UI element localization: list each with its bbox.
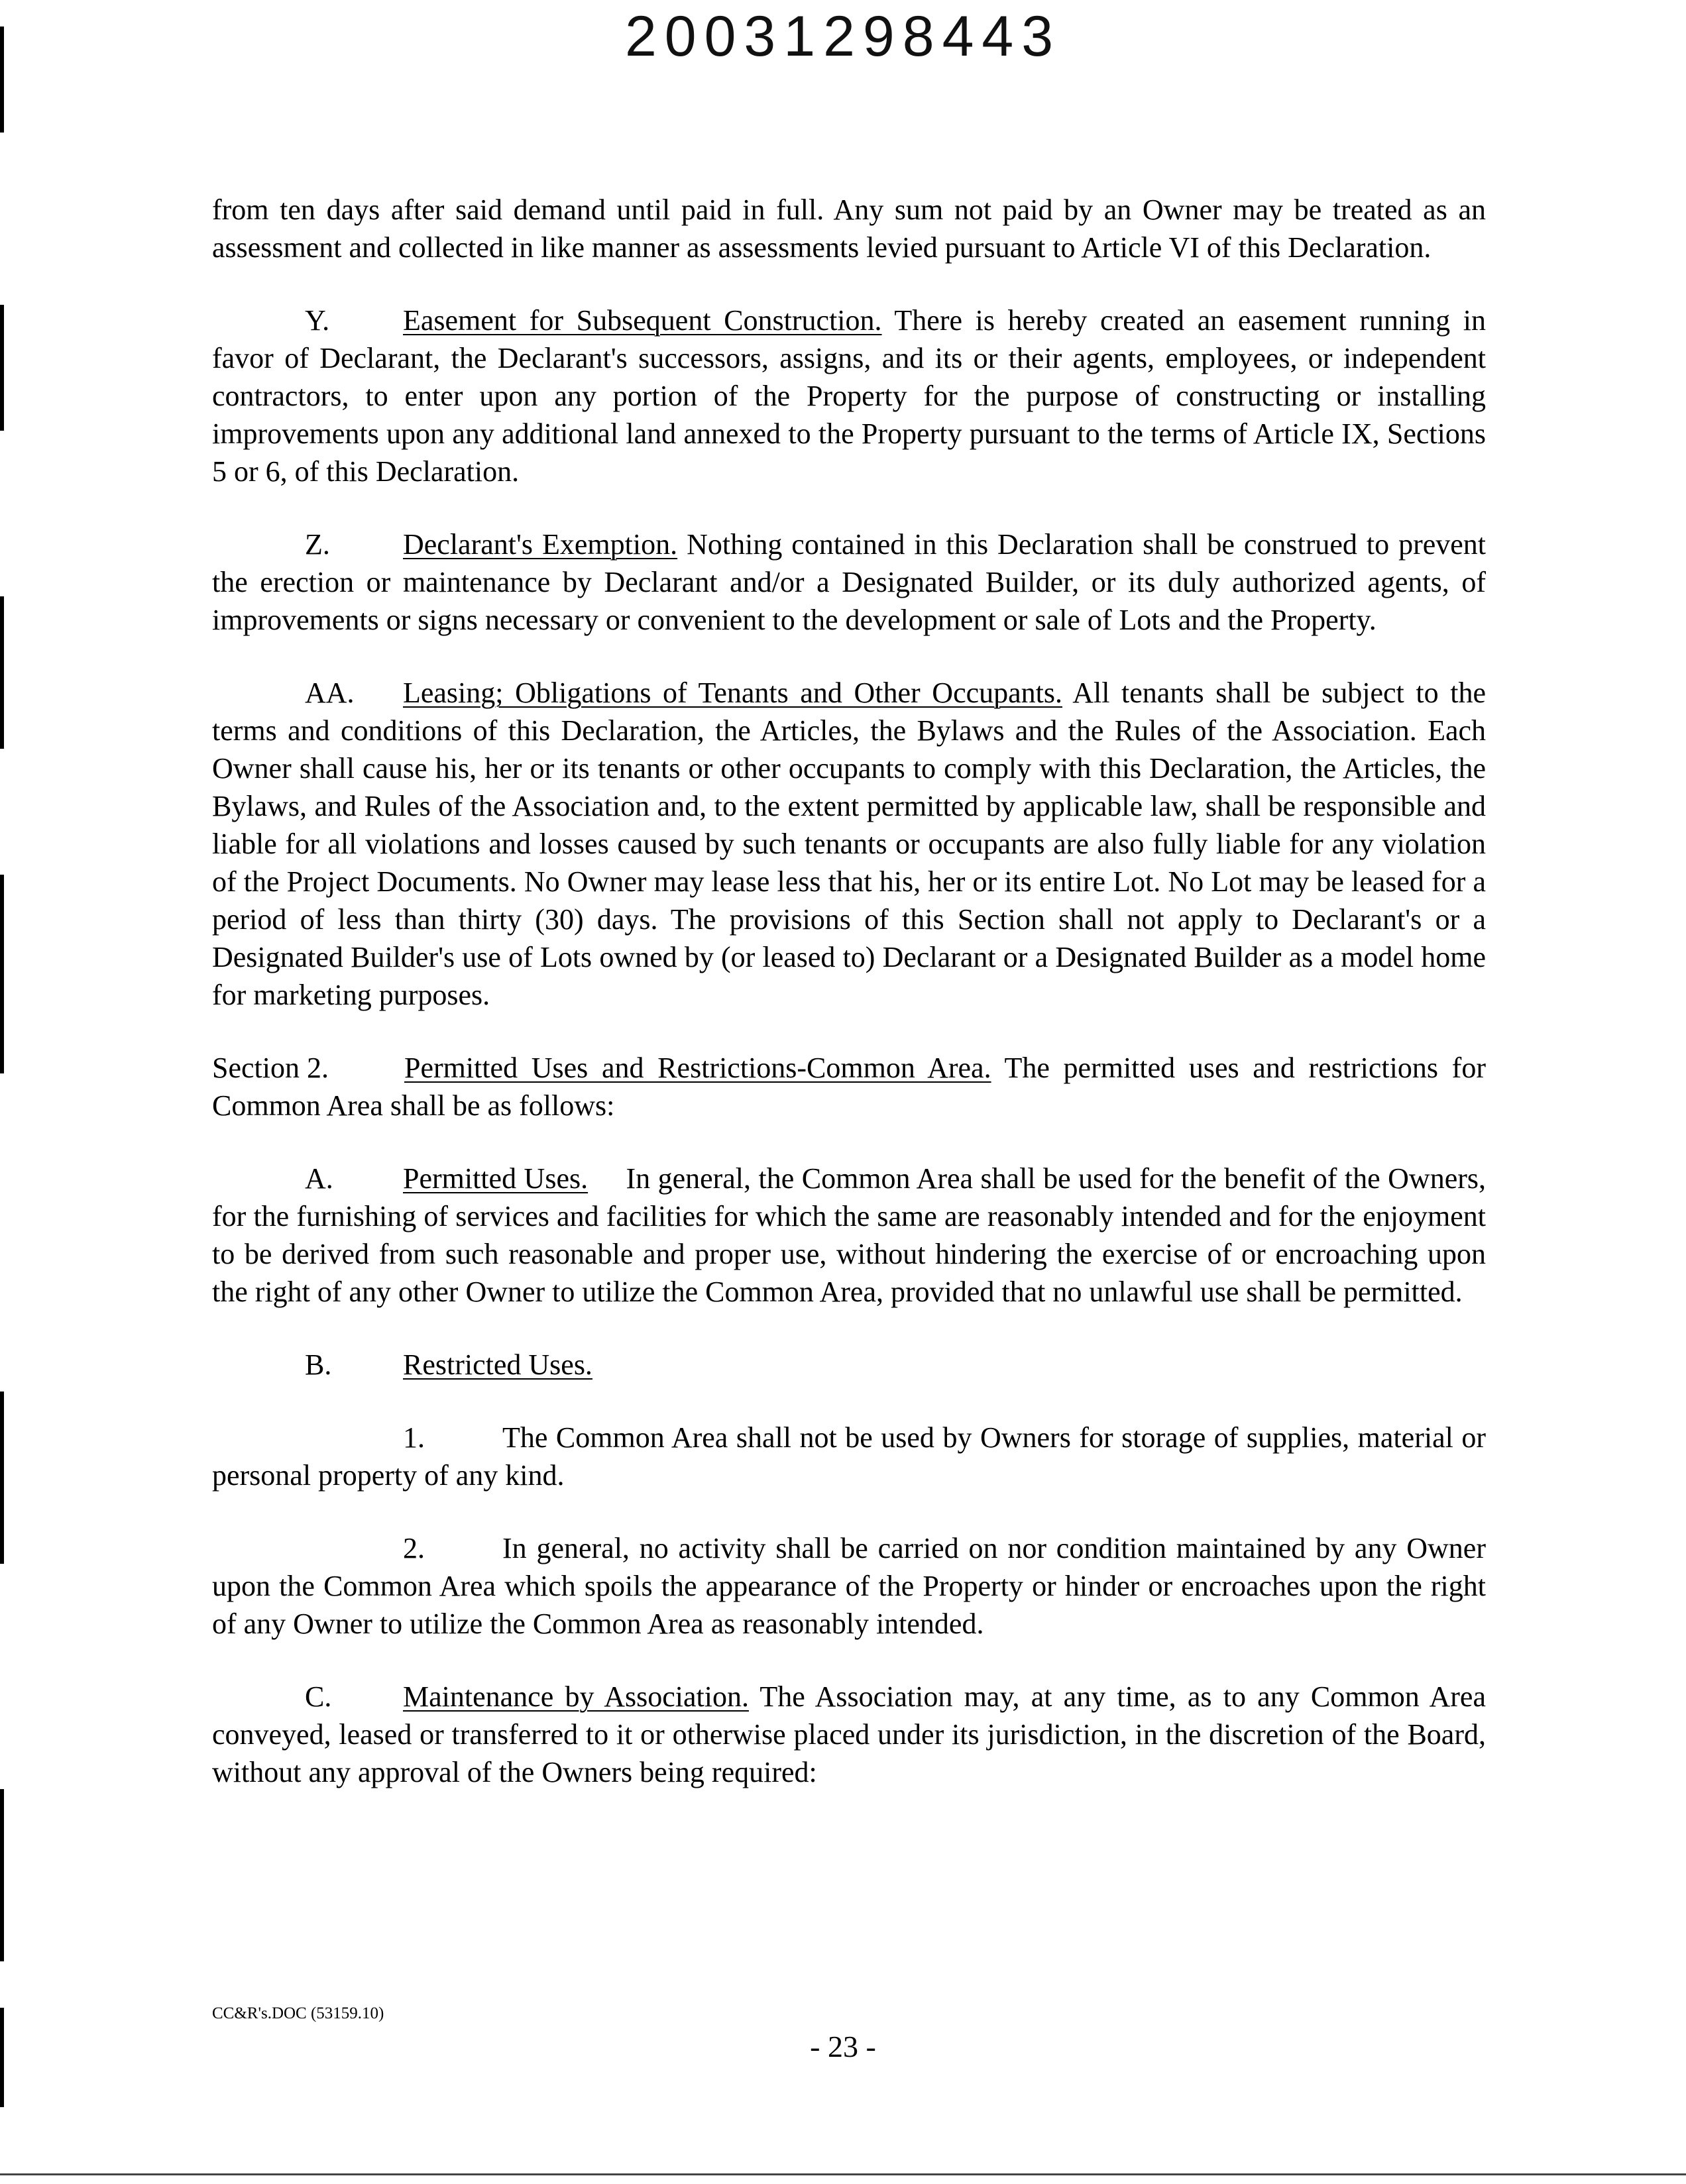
section-text: There is hereby created an easement running in favor of Declarant, the Declarant's successors, assigns, and its or their agents, employees, or independent contractors, to enter upon any portion of the Property for the purpose of constructing or installing improvements upon any additional land annexed to the Property pursuant to the terms of Article IX, Sections 5 or 6, of this Declaration. (212, 304, 1486, 488)
section-label: Section 2. (212, 1052, 329, 1084)
paragraph-section-2 (212, 1049, 1486, 1124)
section-text: All tenants shall be subject to the terms and conditions of this Declaration, the Articles, the Bylaws and the Rules of the Association. Each Owner shall cause his, her or its tenants or other occupants to comply with this Declaration, the Articles, the Bylaws, and Rules of the Association and, to the extent permitted by applicable law, shall be responsible and liable for all violations and losses caused by such tenants or occupants are also fully liable for any violation of the Project Documents. No Owner may lease less that his, her or its entire Lot. No Lot may be leased for a period of less than thirty (30) days. The provisions of this Section shall not apply to Declarant's or a Designated Builder's use of Lots owned by (or leased to) Declarant or a Designated Builder as a model home for marketing purposes. (212, 677, 1486, 1011)
section-title: Restricted Uses. (403, 1348, 592, 1381)
item-text: The Common Area shall not be used by Owners for storage of supplies, material or personal property of any kind. (212, 1421, 1486, 1492)
page-number: - 23 - (810, 2030, 876, 2063)
section-title: Permitted Uses and Restrictions-Common Area. (404, 1052, 991, 1084)
section-label: Y. (305, 304, 330, 337)
paragraph-b (212, 1346, 1486, 1384)
document-number: 20031298443 (624, 5, 1062, 68)
section-text: Nothing contained in this Declaration shall be construed to prevent the erection or maintenance by Declarant and/or a Designated Builder, or its duly authorized agents, of improvements or signs necessary or convenient to the development or sale of Lots and the Property. (212, 528, 1487, 636)
section-text: The permitted uses and restrictions for Common Area shall be as follows: (212, 1052, 1486, 1122)
paragraph-z (212, 525, 1486, 639)
scan-edge-mark (0, 1392, 4, 1564)
section-title: Maintenance by Association. (403, 1680, 749, 1713)
section-title: Declarant's Exemption. (403, 528, 678, 561)
section-title: Easement for Subsequent Construction. (403, 304, 882, 337)
paragraph-y (212, 301, 1486, 490)
section-title: Permitted Uses. (403, 1162, 589, 1195)
paragraph-a (212, 1160, 1486, 1311)
paragraph-b2 (212, 1529, 1486, 1643)
item-label: 2. (403, 1532, 425, 1564)
scan-edge-mark (0, 305, 4, 431)
scan-edge-mark (0, 875, 4, 1073)
paragraph-c (212, 1678, 1486, 1791)
footer-file-id: CC&R's.DOC (53159.10) (212, 2004, 384, 2022)
section-label: B. (305, 1348, 332, 1381)
section-label: A. (305, 1162, 333, 1195)
scan-edge-mark (0, 596, 4, 749)
paragraph-intro: from ten days after said demand until paid in full. Any sum not paid by an Owner may be treated as an assessment and collected in like manner as assessments levied pursuant to Article VI of this Declaration. (212, 193, 1486, 264)
scan-edge-mark (0, 1789, 4, 1961)
scan-edge-mark (0, 27, 4, 133)
section-text: In general, the Common Area shall be used for the benefit of the Owners, for the furnishing of services and facilities for which the same are reasonably intended and for the enjoyment to be derived from such reasonable and proper use, without hindering the exercise of or encroaching upon the right of any other Owner to utilize the Common Area, provided that no unlawful use shall be permitted. (212, 1162, 1487, 1308)
section-title: Leasing; Obligations of Tenants and Other Occupants. (403, 677, 1063, 709)
section-text: The Association may, at any time, as to any Common Area conveyed, leased or transferred to it or otherwise placed under its jurisdiction, in the discretion of the Board, without any approval of the Owners being required: (212, 1680, 1486, 1788)
document-body (212, 191, 1486, 1791)
section-label: AA. (305, 677, 355, 709)
bottom-divider (0, 2173, 1686, 2175)
section-label: Z. (305, 528, 330, 561)
paragraph-aa (212, 674, 1486, 1014)
section-label: C. (305, 1680, 332, 1713)
item-label: 1. (403, 1421, 425, 1454)
item-text: In general, no activity shall be carried on nor condition maintained by any Owner upon the Common Area which spoils the appearance of the Property or hinder or encroaches upon the right of any Owner to utilize the Common Area as reasonably intended. (212, 1532, 1486, 1640)
paragraph-b1 (212, 1419, 1486, 1494)
